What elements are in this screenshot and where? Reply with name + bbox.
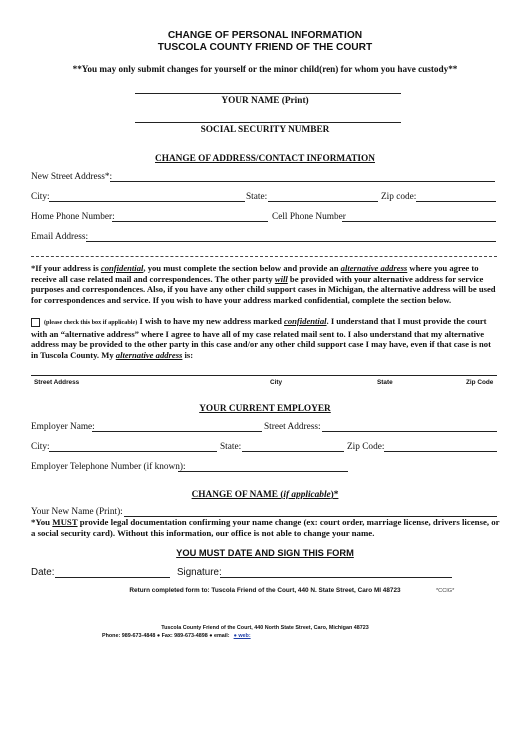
city-input-line[interactable]: [49, 201, 245, 202]
form-title: CHANGE OF PERSONAL INFORMATION: [167, 30, 363, 41]
custody-note: **You may only submit changes for yourself or the minor child(ren) for whom you have custody**: [72, 64, 458, 74]
new-name-label: Your New Name (Print):: [31, 507, 123, 517]
signature-label: Signature:: [177, 567, 222, 578]
employer-state-input-line[interactable]: [242, 451, 344, 452]
alt-city-label: City: [270, 379, 283, 386]
home-phone-input-line[interactable]: [112, 221, 268, 222]
name-label: YOUR NAME (Print): [221, 96, 309, 106]
email-input-line[interactable]: [86, 241, 496, 242]
employer-phone-label: Employer Telephone Number (if known):: [31, 462, 186, 472]
name-change-heading: CHANGE OF NAME (if applicable)*: [191, 490, 339, 500]
employer-street-label: Street Address:: [264, 422, 321, 432]
form-code: *CCIG*: [436, 588, 455, 594]
state-input-line[interactable]: [268, 201, 378, 202]
cell-phone-input-line[interactable]: [342, 221, 496, 222]
alt-zip-label: Zip Code: [466, 379, 494, 386]
employer-phone-input-line[interactable]: [178, 471, 348, 472]
street-input-line[interactable]: [110, 181, 495, 182]
employer-city-label: City:: [31, 442, 50, 452]
city-label: City:: [31, 192, 50, 202]
office-contact: Phone: 989-673-4848 ● Fax: 989-673-4898 ● email: ● web:: [102, 633, 251, 639]
web-link[interactable]: ● web:: [233, 633, 251, 639]
street-label: New Street Address*:: [31, 172, 113, 182]
employer-state-label: State:: [220, 442, 242, 452]
employer-name-input-line[interactable]: [92, 431, 262, 432]
employer-city-input-line[interactable]: [49, 451, 217, 452]
employer-street-input-line[interactable]: [322, 431, 497, 432]
date-label: Date:: [31, 567, 55, 578]
date-input-line[interactable]: [55, 577, 170, 578]
name-input-line[interactable]: [135, 93, 401, 94]
email-label: Email Address:: [31, 232, 89, 242]
cell-phone-label: Cell Phone Number: [272, 212, 346, 222]
home-phone-label: Home Phone Number:: [31, 212, 115, 222]
signature-input-line[interactable]: [220, 577, 452, 578]
form-subtitle: TUSCOLA COUNTY FRIEND OF THE COURT: [157, 42, 373, 53]
employer-heading: YOUR CURRENT EMPLOYER: [199, 404, 331, 414]
zip-input-line[interactable]: [416, 201, 496, 202]
ssn-label: SOCIAL SECURITY NUMBER: [200, 125, 330, 135]
ssn-input-line[interactable]: [135, 122, 401, 123]
confidential-paragraph: *If your address is confidential, you must complete the section below and provide an alternative address where you agree to receive all case related mail and correspondences. The other party will be provided with your alternative address for service purposes and correspondences. Also, if you have any other child support cases in Michigan, the alternative address will be used for correspondences and service. If you wish to have your address marked confidential, complete the section below.: [31, 263, 496, 305]
confidential-request-paragraph: (please check this box if applicable) I wish to have my new address marked confidential. I understand that I must provide the court with an “alternative address” where I agree to have all of my case related mail sent to. I also understand that my alternative address may be provided to the other party in this case and/or any other child support case I may have, even if that case is not in Tuscola County. My alternative address is:: [31, 316, 491, 360]
employer-zip-input-line[interactable]: [384, 451, 497, 452]
zip-label: Zip code:: [381, 192, 417, 202]
return-instructions: Return completed form to: Tuscola Friend of the Court, 440 N. State Street, Caro MI 48723: [129, 587, 401, 594]
alt-street-label: Street Address: [34, 379, 80, 386]
alt-state-label: State: [377, 379, 393, 386]
state-label: State:: [246, 192, 268, 202]
sign-heading: YOU MUST DATE AND SIGN THIS FORM: [176, 548, 354, 558]
name-change-note: *You MUST provide legal documentation confirming your name change (ex: court order, marriage license, drivers license, or a social security card). Without this information, our office is not able to change your name.: [31, 517, 500, 538]
office-address: Tuscola County Friend of the Court, 440 North State Street, Caro, Michigan 48723: [161, 625, 369, 631]
employer-name-label: Employer Name:: [31, 422, 95, 432]
address-heading: CHANGE OF ADDRESS/CONTACT INFORMATION: [155, 154, 375, 164]
employer-zip-label: Zip Code:: [347, 442, 385, 452]
section-divider: [31, 256, 497, 257]
alternative-address-line[interactable]: [31, 375, 497, 376]
